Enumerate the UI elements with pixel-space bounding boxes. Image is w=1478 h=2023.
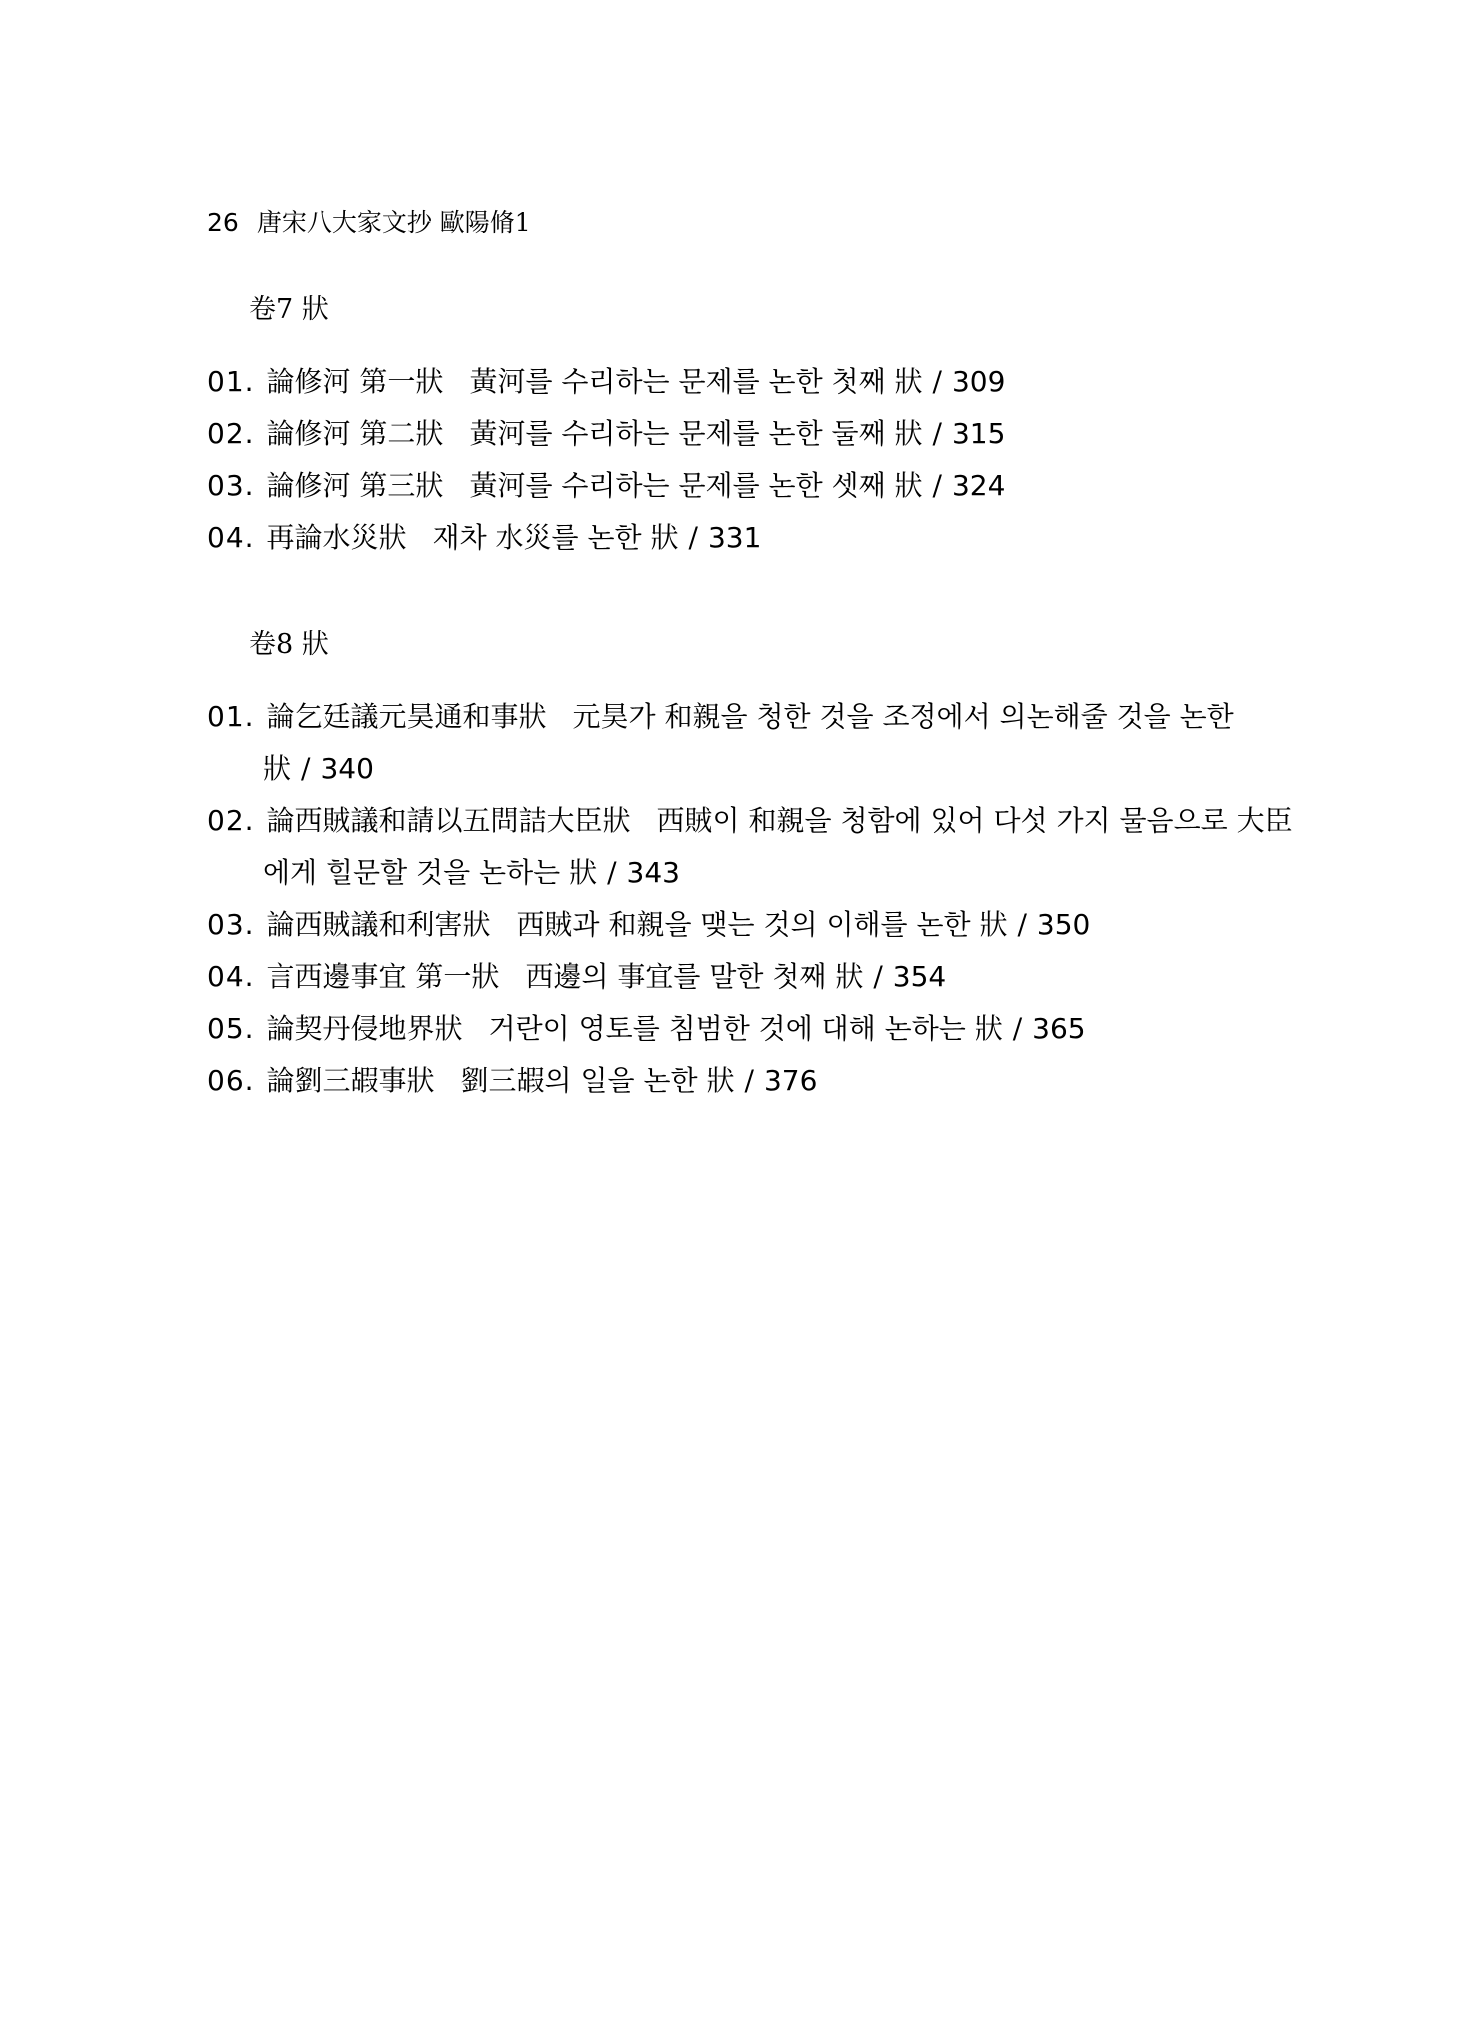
entry-number: 01. xyxy=(207,365,255,398)
entry-title-korean: 西賊이 和親을 청함에 있어 다섯 가지 물음으로 大臣에게 힐문할 것을 논하는 狀 xyxy=(263,804,1293,889)
entry-page: 315 xyxy=(951,417,1006,450)
entry-page: 324 xyxy=(951,469,1006,502)
entry-page: 350 xyxy=(1036,908,1091,941)
entry-page: 331 xyxy=(707,521,762,554)
page-separator: / xyxy=(1017,908,1027,941)
toc-entry xyxy=(207,460,1307,512)
entry-number: 06. xyxy=(207,1064,255,1097)
toc-entry xyxy=(207,356,1307,408)
toc-list xyxy=(207,356,1307,564)
entry-title-chinese: 論劉三嘏事狀 xyxy=(266,1064,435,1097)
entry-number: 05. xyxy=(207,1012,255,1045)
entry-page: 365 xyxy=(1032,1012,1086,1045)
entry-number: 03. xyxy=(207,908,255,941)
entry-title-korean: 재차 水災를 논한 狀 xyxy=(432,521,679,554)
page-separator: / xyxy=(607,856,617,889)
entry-title-korean: 黃河를 수리하는 문제를 논한 둘째 狀 xyxy=(469,417,923,450)
entry-page: 354 xyxy=(892,960,947,993)
entry-title-korean: 西賊과 和親을 맺는 것의 이해를 논한 狀 xyxy=(516,908,1008,941)
entry-page: 340 xyxy=(320,752,374,785)
entry-number: 03. xyxy=(207,469,255,502)
toc-entry xyxy=(207,1003,1307,1055)
entry-number: 02. xyxy=(207,804,255,837)
entry-page: 309 xyxy=(951,365,1006,398)
toc-entry xyxy=(207,899,1307,951)
toc-entry xyxy=(207,691,1307,795)
page-separator: / xyxy=(744,1064,754,1097)
entry-title-chinese: 論修河 第一狀 xyxy=(266,365,444,398)
page-separator: / xyxy=(932,365,942,398)
entry-number: 04. xyxy=(207,960,255,993)
entry-title-chinese: 再論水災狀 xyxy=(266,521,407,554)
entry-title-chinese: 論西賊議和請以五問詰大臣狀 xyxy=(266,804,631,837)
entry-title-chinese: 論修河 第三狀 xyxy=(266,469,444,502)
toc-entry xyxy=(207,795,1307,899)
toc-entry xyxy=(207,408,1307,460)
section-heading: 卷7 狀 xyxy=(249,294,329,325)
entry-title-korean: 거란이 영토를 침범한 것에 대해 논하는 狀 xyxy=(488,1012,1003,1045)
page-number: 26 xyxy=(207,208,239,237)
page-separator: / xyxy=(301,752,311,785)
entry-title-chinese: 論西賊議和利害狀 xyxy=(266,908,491,941)
page-separator: / xyxy=(688,521,698,554)
book-title: 唐宋八大家文抄 歐陽脩1 xyxy=(256,208,531,237)
entry-title-korean: 元昊가 和親을 청한 것을 조정에서 의논해줄 것을 논한 狀 xyxy=(263,700,1234,785)
section-heading: 卷8 狀 xyxy=(249,629,329,660)
running-header xyxy=(207,205,531,241)
entry-title-chinese: 論修河 第二狀 xyxy=(266,417,444,450)
entry-number: 01. xyxy=(207,700,255,733)
page-separator: / xyxy=(1012,1012,1023,1045)
entry-number: 04. xyxy=(207,521,255,554)
entry-number: 02. xyxy=(207,417,255,450)
entry-title-chinese: 論乞廷議元昊通和事狀 xyxy=(266,700,547,733)
entry-page: 343 xyxy=(626,856,680,889)
toc-entry xyxy=(207,951,1307,1003)
entry-title-korean: 黃河를 수리하는 문제를 논한 첫째 狀 xyxy=(469,365,923,398)
entry-title-chinese: 言西邊事宜 第一狀 xyxy=(266,960,500,993)
entry-title-chinese: 論契丹侵地界狀 xyxy=(266,1012,463,1045)
toc-entry xyxy=(207,1055,1307,1107)
page-separator: / xyxy=(932,469,942,502)
toc-section-volume-7 xyxy=(207,290,1307,564)
page-separator: / xyxy=(932,417,942,450)
toc-list xyxy=(207,691,1307,1107)
toc-section-volume-8 xyxy=(207,625,1307,1107)
entry-page: 376 xyxy=(763,1064,818,1097)
toc-entry xyxy=(207,512,1307,564)
page-separator: / xyxy=(873,960,883,993)
entry-title-korean: 劉三嘏의 일을 논한 狀 xyxy=(460,1064,735,1097)
entry-title-korean: 黃河를 수리하는 문제를 논한 셋째 狀 xyxy=(469,469,923,502)
entry-title-korean: 西邊의 事宜를 말한 첫째 狀 xyxy=(525,960,864,993)
